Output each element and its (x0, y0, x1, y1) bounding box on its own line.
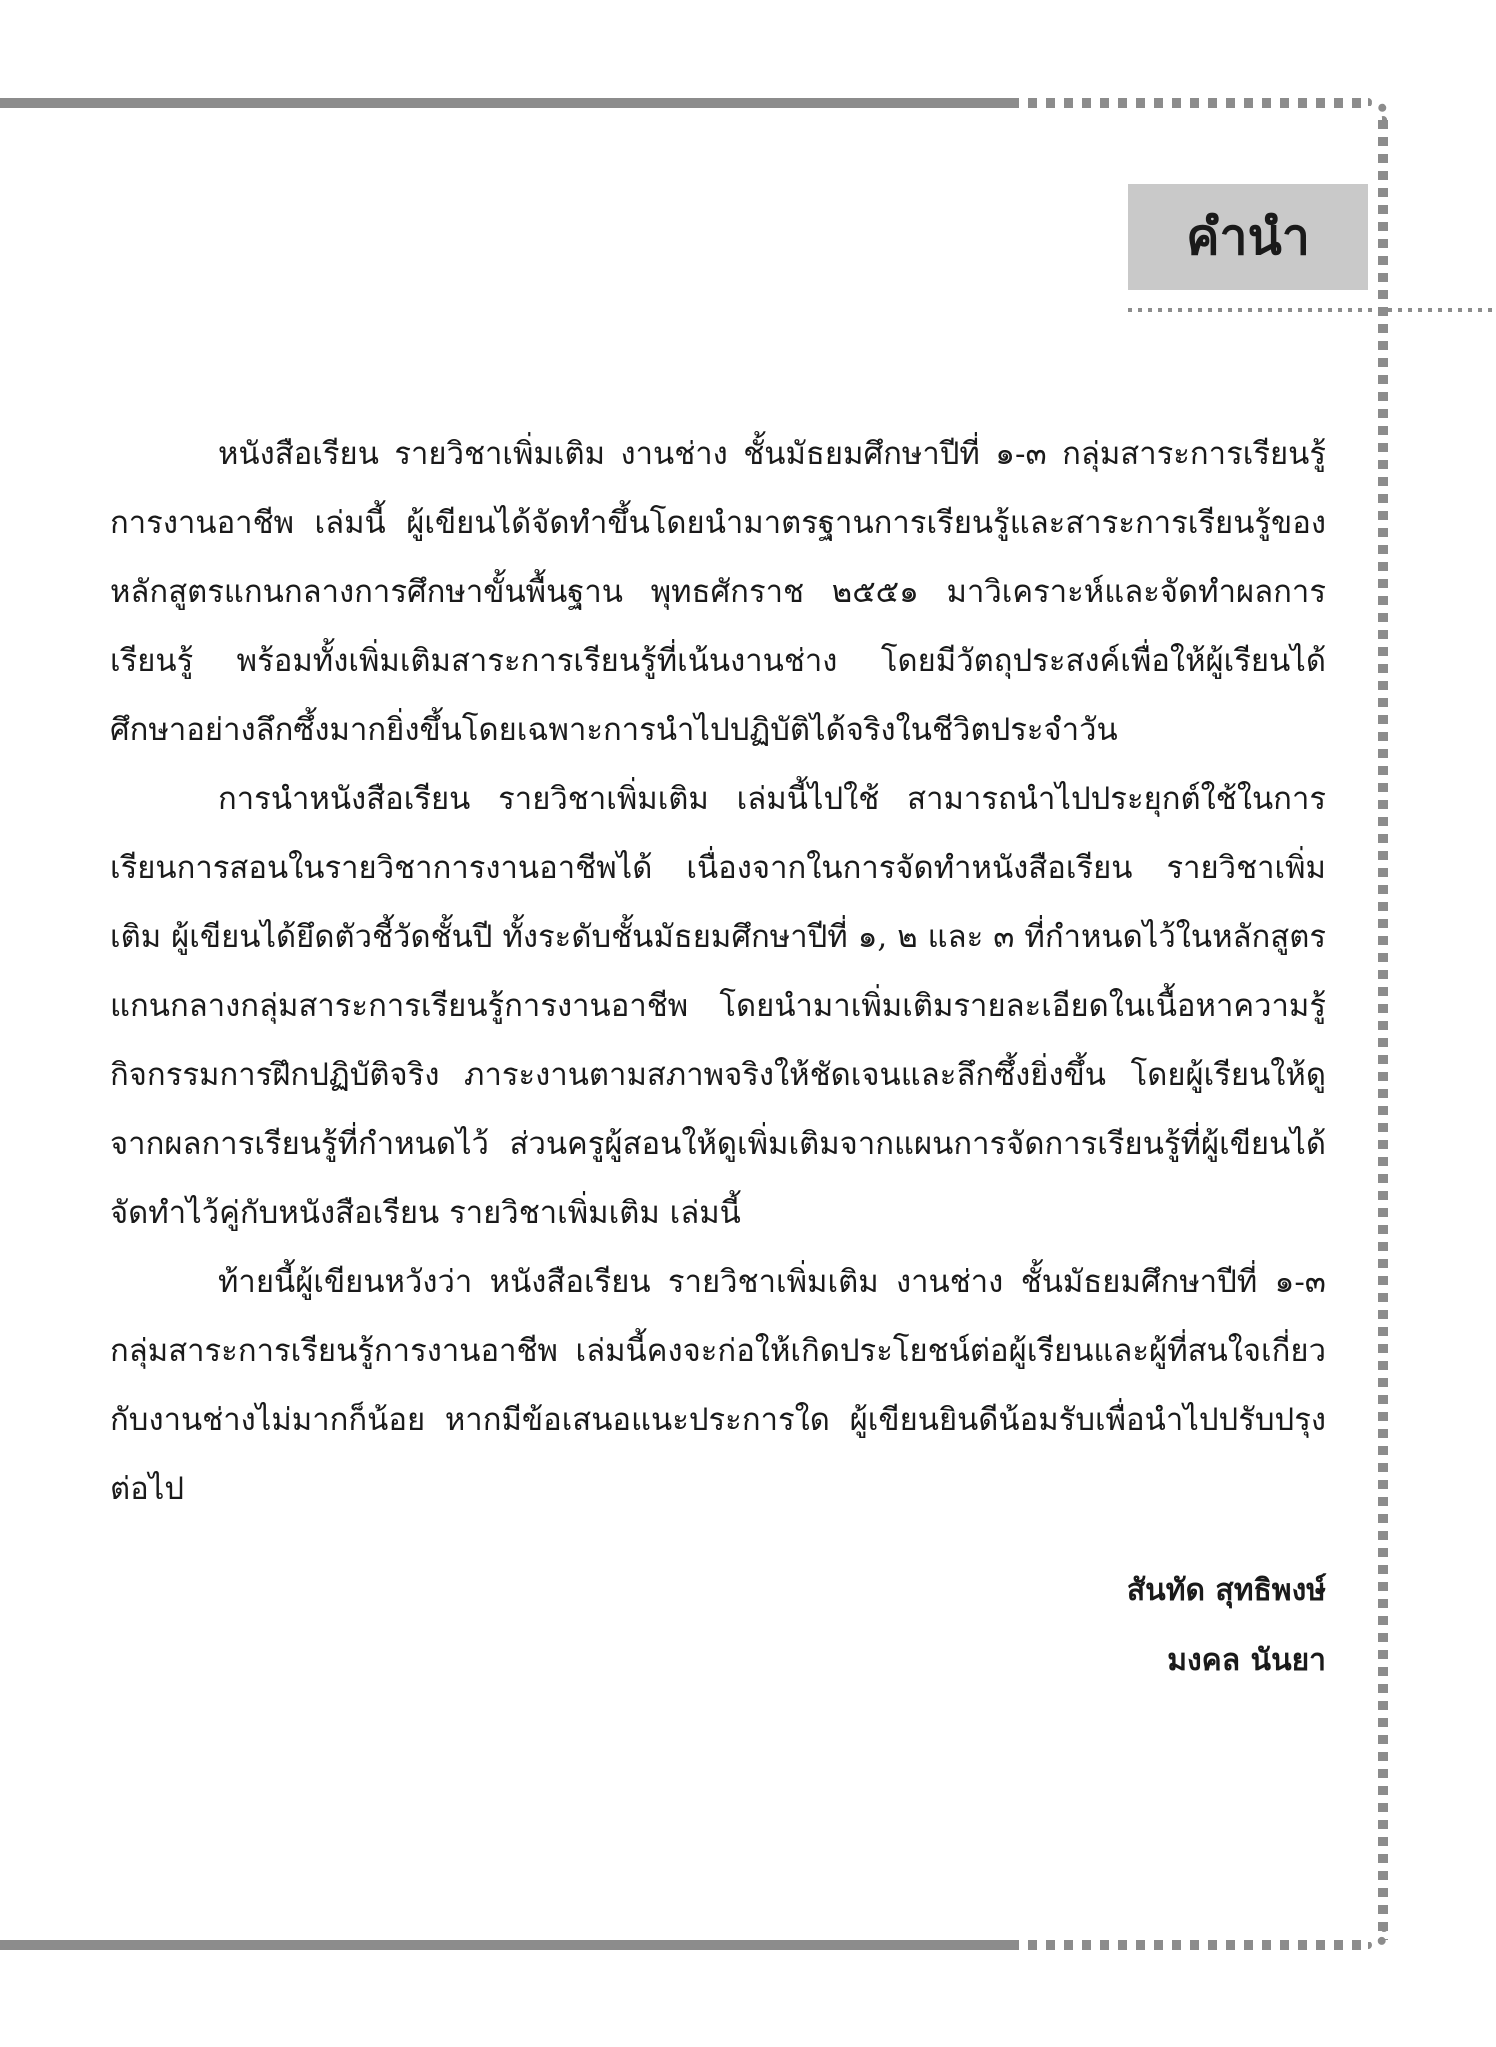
paragraph-2: การนำหนังสือเรียน รายวิชาเพิ่มเติม เล่มนี้ไปใช้ สามารถนำไปประยุกต์ใช้ในการเรียนการสอนในรายวิชาการงานอาชีพได้ เนื่องจากในการจัดทำหนังสือเรียน รายวิชาเพิ่มเติม ผู้เขียนได้ยึดตัวชี้วัดชั้นปี ทั้งระดับชั้นมัธยมศึกษาปีที่ ๑, ๒ และ ๓ ที่กำหนดไว้ในหลักสูตรแกนกลางกลุ่มสาระการเรียนรู้การงานอาชีพ โดยนำมาเพิ่มเติมรายละเอียดในเนื้อหาความรู้ กิจกรรมการฝึกปฏิบัติจริง ภาระงานตามสภาพจริงให้ชัดเจนและลึกซึ้งยิ่งขึ้น โดยผู้เรียนให้ดูจากผลการเรียนรู้ที่กำหนดไว้ ส่วนครูผู้สอนให้ดูเพิ่มเติมจากแผนการจัดการเรียนรู้ที่ผู้เขียนได้จัดทำไว้คู่กับหนังสือเรียน รายวิชาเพิ่มเติม เล่มนี้ (110, 781, 1326, 1231)
top-right-corner (1368, 98, 1390, 120)
title-box (1128, 184, 1368, 290)
title-dotted-underline (1128, 308, 1496, 312)
right-dotted-border (1378, 120, 1388, 1940)
bottom-right-corner (1368, 1928, 1390, 1950)
bottom-rule (0, 1940, 1010, 1950)
paragraph-1: หนังสือเรียน รายวิชาเพิ่มเติม งานช่าง ชั้นมัธยมศึกษาปีที่ ๑-๓ กลุ่มสาระการเรียนรู้การงานอาชีพ เล่มนี้ ผู้เขียนได้จัดทำขึ้นโดยนำมาตรฐานการเรียนรู้และสาระการเรียนรู้ของหลักสูตรแกนกลางการศึกษาขั้นพื้นฐาน พุทธศักราช ๒๕๕๑ มาวิเคราะห์และจัดทำผลการเรียนรู้ พร้อมทั้งเพิ่มเติมสาระการเรียนรู้ที่เน้นงานช่าง โดยมีวัตถุประสงค์เพื่อให้ผู้เรียนได้ศึกษาอย่างลึกซึ้งมากยิ่งขึ้นโดยเฉพาะการนำไปปฏิบัติได้จริงในชีวิตประจำวัน (110, 436, 1326, 748)
author-name-1: สันทัด สุทธิพงษ์ (1126, 1573, 1326, 1608)
author-signature-block (1127, 1556, 1326, 1696)
page-title: คำนำ (1186, 207, 1310, 266)
bottom-dashed-rule (1010, 1940, 1370, 1950)
top-dashed-rule (1010, 98, 1370, 108)
author-name-2: มงคล นันยา (1167, 1643, 1326, 1678)
paragraph-3: ท้ายนี้ผู้เขียนหวังว่า หนังสือเรียน รายวิชาเพิ่มเติม งานช่าง ชั้นมัธยมศึกษาปีที่ ๑-๓ กลุ่มสาระการเรียนรู้การงานอาชีพ เล่มนี้คงจะก่อให้เกิดประโยชน์ต่อผู้เรียนและผู้ที่สนใจเกี่ยวกับงานช่างไม่มากก็น้อย หากมีข้อเสนอแนะประการใด ผู้เขียนยินดีน้อมรับเพื่อนำไปปรับปรุงต่อไป (110, 1264, 1326, 1507)
preface-body (110, 420, 1326, 1524)
top-rule (0, 98, 1010, 108)
